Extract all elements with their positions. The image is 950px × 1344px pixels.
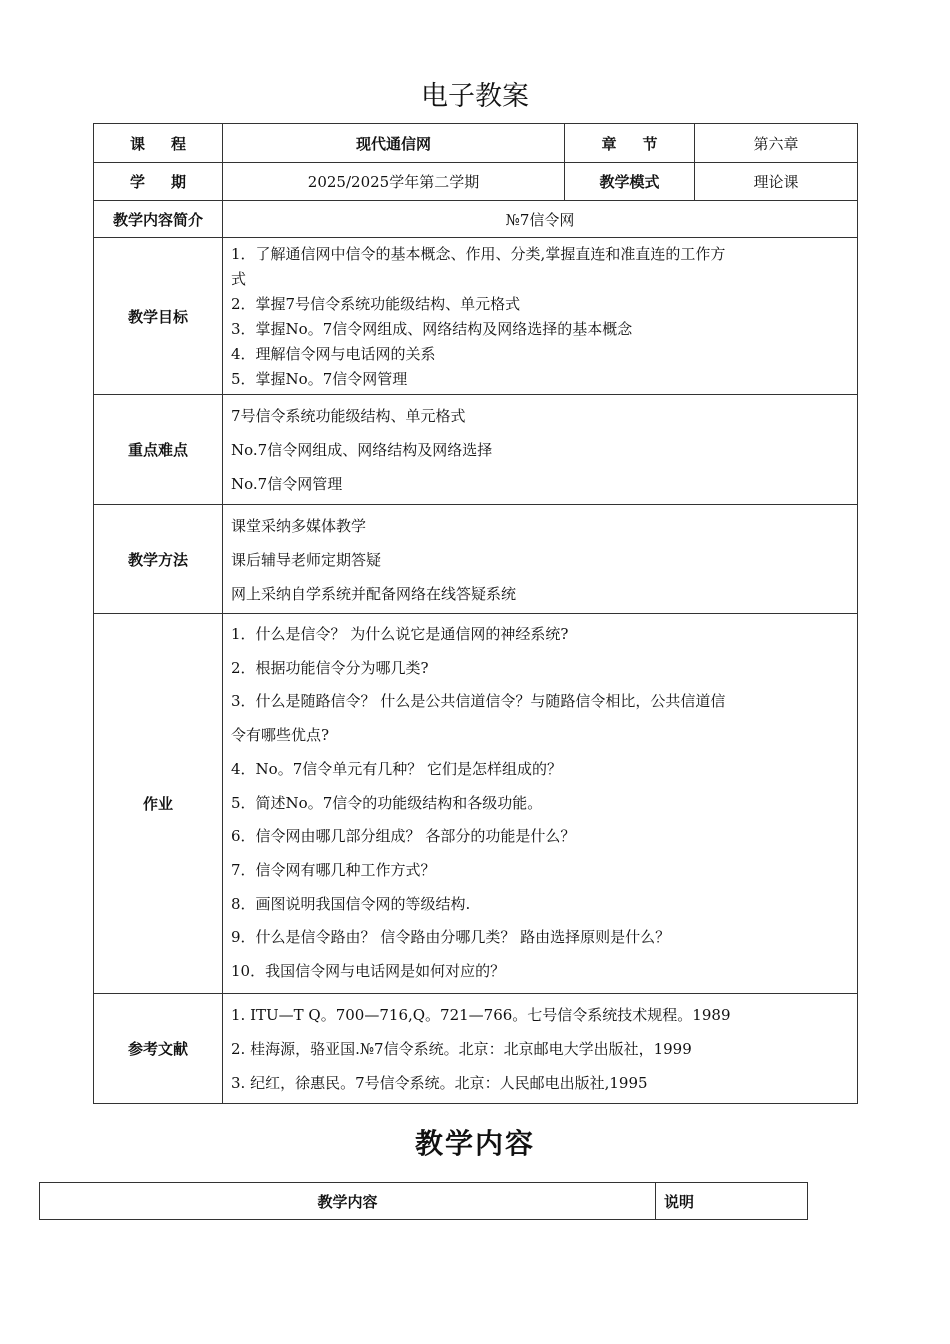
list-item: 3. 纪红，徐惠民。7号信令系统。北京：人民邮电出版社,1995 — [231, 1074, 648, 1092]
homework-list — [223, 614, 858, 994]
summary-label: 教学内容简介 — [94, 201, 223, 238]
mode-value: 理论课 — [695, 163, 858, 201]
list-item: 2．根据功能信令分为哪几类? — [231, 658, 429, 677]
references-row — [94, 994, 858, 1104]
term-value: 2025/2025学年第二学期 — [223, 163, 565, 201]
homework-row — [94, 614, 858, 994]
content-header-row — [40, 1183, 808, 1220]
list-item: 7．信令网有哪几种工作方式？ — [231, 860, 436, 879]
course-row — [94, 124, 858, 163]
list-item: 1. ITU—T Q。700—716,Q。721—766。七号信令系统技术规程。1989 — [231, 1006, 731, 1024]
chapter-value: 第六章 — [695, 124, 858, 163]
homework-label: 作业 — [94, 614, 223, 994]
list-item: 8．画图说明我国信令网的等级结构. — [231, 894, 471, 913]
objectives-list — [223, 238, 858, 395]
list-item: 4．No。7信令单元有几种？ 它们是怎样组成的？ — [231, 759, 563, 778]
methods-list — [223, 505, 858, 614]
methods-row — [94, 505, 858, 614]
references-label: 参考文献 — [94, 994, 223, 1104]
summary-row — [94, 201, 858, 238]
notes-column-header: 说明 — [656, 1183, 808, 1220]
list-item: 5．简述No。7信令的功能级结构和各级功能。 — [231, 793, 543, 812]
list-item: 10．我国信令网与电话网是如何对应的？ — [231, 962, 506, 981]
references-list — [223, 994, 858, 1104]
chapter-label: 章节 — [565, 124, 695, 163]
list-item: 2. 桂海源，骆亚国.№7信令系统。北京：北京邮电大学出版社，1999 — [231, 1040, 692, 1058]
list-item: 9．什么是信令路由？ 信令路由分哪几类？ 路由选择原则是什么？ — [231, 928, 671, 947]
list-item: 5．掌握No。7信令网管理 — [231, 370, 408, 388]
list-item: 3．什么是随路信令？ 什么是公共信道信令？与随路信令相比，公共信道信 — [231, 692, 726, 711]
content-table — [39, 1182, 808, 1220]
summary-value: №7信令网 — [223, 201, 858, 238]
list-item: No.7信令网管理 — [231, 475, 343, 493]
methods-label: 教学方法 — [94, 505, 223, 614]
list-item: 3．掌握No。7信令网组成、网络结构及网络选择的基本概念 — [231, 320, 633, 338]
key-points-label: 重点难点 — [94, 395, 223, 505]
objectives-label: 教学目标 — [94, 238, 223, 395]
key-points-list — [223, 395, 858, 505]
list-item: No.7信令网组成、网络结构及网络选择 — [231, 441, 493, 459]
course-value: 现代通信网 — [223, 124, 565, 163]
list-item: 课后辅导老师定期答疑 — [231, 551, 382, 569]
list-item: 式 — [231, 270, 247, 288]
list-item: 6．信令网由哪几部分组成？ 各部分的功能是什么？ — [231, 827, 576, 846]
lesson-plan-table — [93, 123, 858, 1104]
list-item: 4．理解信令网与电话网的关系 — [231, 345, 436, 363]
objectives-row — [94, 238, 858, 395]
list-item: 7号信令系统功能级结构、单元格式 — [231, 407, 466, 425]
term-row — [94, 163, 858, 201]
list-item: 2．掌握7号信令系统功能级结构、单元格式 — [231, 295, 521, 313]
key-points-row — [94, 395, 858, 505]
section-title: 教学内容 — [414, 1127, 535, 1160]
term-label: 学期 — [94, 163, 223, 201]
list-item: 1．什么是信令？ 为什么说它是通信网的神经系统? — [231, 625, 569, 643]
list-item: 1．了解通信网中信令的基本概念、作用、分类,掌握直连和准直连的工作方 — [231, 245, 726, 263]
list-item: 令有哪些优点? — [231, 726, 330, 745]
list-item: 网上采纳自学系统并配备网络在线答疑系统 — [231, 585, 517, 603]
list-item: 课堂采纳多媒体教学 — [231, 517, 367, 535]
content-column-header: 教学内容 — [40, 1183, 656, 1220]
mode-label: 教学模式 — [565, 163, 695, 201]
course-label: 课程 — [94, 124, 223, 163]
document-title: 电子教案 — [421, 81, 529, 112]
